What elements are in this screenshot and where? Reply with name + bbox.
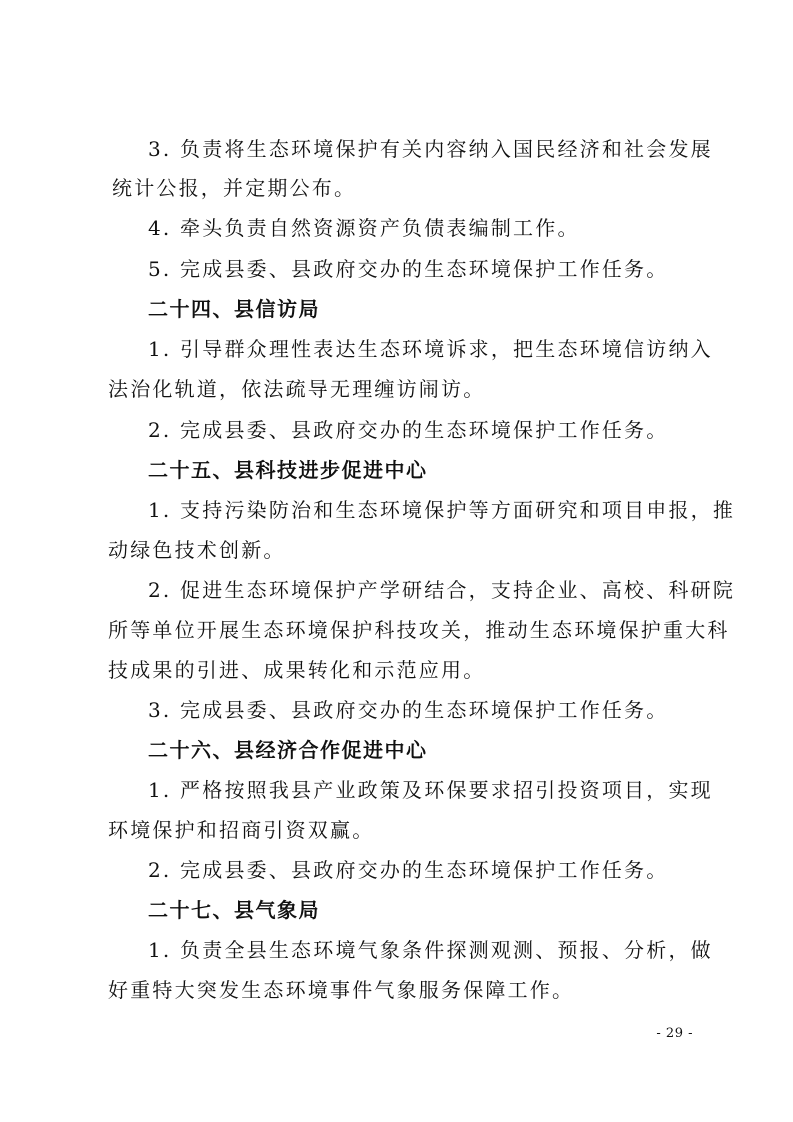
paragraph-item-3-line-2: 统计公报，并定期公布。 [112,176,357,200]
paragraph-25-1-line-2: 动绿色技术创新。 [108,538,286,562]
paragraph-26-1-line-2: 环境保护和招商引资双赢。 [108,818,375,842]
paragraph-item-5: 5. 完成县委、县政府交办的生态环境保护工作任务。 [148,257,669,281]
section-heading-27: 二十七、县气象局 [148,898,320,922]
section-heading-25: 二十五、县科技进步促进中心 [148,458,428,482]
paragraph-25-2-line-2: 所等单位开展生态环境保护科技攻关，推动生态环境保护重大科 [108,618,730,642]
paragraph-25-1-line-1: 1. 支持污染防治和生态环境保护等方面研究和项目申报，推 [148,498,736,522]
section-heading-24: 二十四、县信访局 [148,297,320,321]
paragraph-26-1-line-1: 1. 严格按照我县产业政策及环保要求招引投资项目，实现 [148,778,713,802]
paragraph-25-2-line-1: 2. 促进生态环境保护产学研结合，支持企业、高校、科研院 [148,578,736,602]
paragraph-25-2-line-3: 技成果的引进、成果转化和示范应用。 [108,658,486,682]
paragraph-24-1-line-1: 1. 引导群众理性表达生态环境诉求，把生态环境信访纳入 [148,337,713,361]
paragraph-27-1-line-1: 1. 负责全县生态环境气象条件探测观测、预报、分析，做 [148,938,713,962]
section-heading-26: 二十六、县经济合作促进中心 [148,738,428,762]
paragraph-25-3: 3. 完成县委、县政府交办的生态环境保护工作任务。 [148,698,669,722]
paragraph-26-2: 2. 完成县委、县政府交办的生态环境保护工作任务。 [148,858,669,882]
paragraph-item-3-line-1: 3. 负责将生态环境保护有关内容纳入国民经济和社会发展 [148,137,713,161]
paragraph-24-1-line-2: 法治化轨道，依法疏导无理缠访闹访。 [108,377,486,401]
paragraph-24-2: 2. 完成县委、县政府交办的生态环境保护工作任务。 [148,418,669,442]
paragraph-item-4: 4. 牵头负责自然资源资产负债表编制工作。 [148,216,580,240]
page-number: - 29 - [656,1026,693,1041]
paragraph-27-1-line-2: 好重特大突发生态环境事件气象服务保障工作。 [108,978,575,1002]
